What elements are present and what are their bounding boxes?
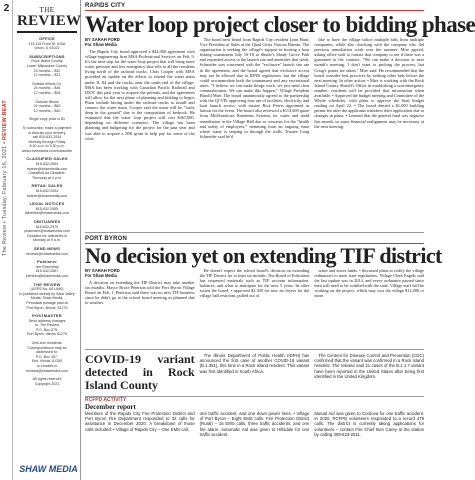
thereview-head: THE REVIEW bbox=[33, 281, 61, 287]
subs-line: Lower Milwaukee County bbox=[26, 63, 68, 68]
story1-byline: BY SARAH FORD bbox=[85, 37, 120, 42]
news-block bbox=[17, 247, 77, 256]
publisher-line: 815-632-2567 bbox=[35, 269, 59, 274]
postmaster-head: POSTMASTER bbox=[32, 313, 62, 319]
main-content bbox=[85, 0, 475, 480]
story2-col1-text: A decision on extending the TIF District may take another six months, Mayor Bruce Peterson told the Port Byron Village Board on Feb. 1. Peterson said there was no new TIF business since he didn't go to the school board meeting as planned due to weather. bbox=[85, 280, 195, 306]
obits-line: Deadline for obituaries is bbox=[27, 233, 67, 238]
errors-line: or emailed to bbox=[36, 364, 58, 369]
story2-col3 bbox=[314, 268, 424, 305]
story2-col1 bbox=[85, 268, 195, 305]
story1-col2-text: The board next heard from Rapids City resident Lynn Hunt, Vice President of Sales at the Quad Cities Visitors Bureau. The organization is seeking the village's support in hosting a bass fishing tournament July 16-18 at Shuler's Shady Grove Park and requested access to the launch site and amenities that week. Schneider was concerned with the "exclusive" launch site use in the agreement, and the board agreed that exclusive access may not be allowed due to IDNR regulations, but the village could accommodate both the tournament and any recreational users. "I believe we can make things work, we just need clear communication. We can make this happen," Village President Harold Mire. The board unanimously agreed to the partnership with the QCVB, approving four use of facilities, electricity, and boat launch access, with trustee Rick Peters appointed as liaison for the event. The board also reviewed a $113,269 quote from MidAmerican Basement Systems for water and mold remediation in the Village Hall due to concerns for the "health and safety of employees," stemming from an ongoing issue where water is seeping in through the walls. Trustee Craig Schneider said he'd bbox=[199, 37, 310, 139]
outside-line: Outside Illinois Co. bbox=[32, 81, 62, 86]
story3-columns bbox=[85, 353, 424, 392]
thereview-line: Periodical postage paid at bbox=[26, 300, 68, 305]
classified-head: CLASSIFIED SALES bbox=[26, 156, 68, 162]
subscribe-block bbox=[17, 126, 77, 154]
kicker-rule bbox=[85, 10, 424, 11]
story2-byline-sub: For Shaw Media bbox=[85, 273, 117, 278]
story3-headline: COVID-19 variant detected in Rock Island County bbox=[85, 352, 195, 392]
legal-block bbox=[17, 202, 77, 216]
classified-line: 815-632-2554 bbox=[35, 162, 59, 167]
thereview-line: is published weekly by Sauk Valley bbox=[19, 291, 75, 296]
story2-columns bbox=[85, 268, 424, 305]
brief-col1: Members of the Rapids City Fire Protection District and Port Byron Fire Department responded to 32 calls for assistance in December 2020. A breakdown of those calls included: • Village of Rapids City – One EMS call, bbox=[85, 411, 195, 432]
story1-col2 bbox=[200, 37, 310, 141]
shaw-media-logo: SHAW MEDIA bbox=[19, 464, 78, 474]
obits-email[interactable]: pharmsen@shawmedia.com bbox=[24, 229, 70, 234]
thereview-line: (USPS No. 601-680) bbox=[30, 287, 64, 292]
office-line: Dixon, IL 61021 bbox=[34, 46, 60, 51]
story3-col1-text: The Illinois Department of Public Health (IDPH) has announced the first case of another COVID-19 variant (B.1.351), this time in a Rock Island resident. This variant was first identified in South Africa. bbox=[199, 353, 310, 374]
info-text bbox=[17, 37, 77, 386]
thereview-block bbox=[17, 283, 77, 311]
errors-line: P.O. Box 357, bbox=[36, 354, 58, 359]
section-divider bbox=[85, 349, 424, 350]
errors-line: One-arm residents: bbox=[31, 341, 63, 346]
obits-line: Monday at 9 a.m. bbox=[33, 238, 61, 243]
story1-col1-text: The Rapids City board approved a $44,000 agreement with village engineering firm MSA Professional Services on Feb. 9. It's the next step for the water loop project that will bring more water pressure and less emergency shut offs to all the residents living north of the railroad tracks. Chris Cooper with MSA provided an update on the efforts to extend the water main under IL 84 and the tracks, near the south end of the village. MSA has been working with Canadian Pacific Railroad and IDOT this past year to acquire the permits, and the agreement will allow for the next phase of planning and bidding to begin. Plans include boring under the railroad tracks to install and connect the water main. Cooper said the main will be "fairly deep in the ground" due to the composition of bedrock. He estimated that the water loop project will cost $367,000, depending on different scenarios. The village has been planning and budgeting for the project for the past year and was able to acquire a 50K grant to help pay for some of the costs. bbox=[85, 49, 195, 141]
story1-col3 bbox=[314, 37, 424, 141]
obits-head: OBITUARIES bbox=[33, 219, 61, 224]
errors-block bbox=[17, 341, 77, 373]
postmaster-block bbox=[17, 314, 77, 337]
outside-line: 12 months – $28 bbox=[33, 90, 61, 95]
story2-headline: No decision yet on extending TIF district bbox=[85, 243, 442, 268]
single-copy: Single copy price is $1 bbox=[29, 117, 65, 122]
subs-line: 12 months – $21 bbox=[33, 73, 61, 78]
errors-email[interactable]: reviews@shawmedia.com bbox=[26, 368, 68, 373]
story1-columns bbox=[85, 37, 424, 141]
legal-line: 815-632-2565 bbox=[35, 206, 59, 211]
postmaster-line: Port Byron, Illinois 61275 bbox=[27, 332, 67, 337]
outside-line: 24 months – $46 bbox=[33, 86, 61, 91]
masthead: REVIEW bbox=[17, 14, 77, 33]
story3-col1 bbox=[200, 353, 310, 392]
retail-head: RETAIL SALES bbox=[31, 183, 63, 189]
errors-line: addressed to: bbox=[36, 350, 58, 355]
publisher-block bbox=[17, 260, 77, 278]
publisher-email[interactable]: jhertzen@shawmedia.com bbox=[25, 273, 69, 278]
story1-headline: Water loop project closer to bidding phase bbox=[85, 12, 475, 37]
rights-line: Copyright 2021 bbox=[34, 381, 60, 386]
classified-line: Classified Ad Deadline: bbox=[28, 171, 66, 176]
postmaster-line: Send address changes bbox=[28, 318, 66, 323]
subscribe-line: or discuss your delivery, bbox=[27, 130, 67, 135]
legal-email[interactable]: dliberfeld@shawmedia.com bbox=[24, 211, 70, 216]
obits-block bbox=[17, 220, 77, 243]
story1-byline-sub: For Shaw Media bbox=[85, 42, 117, 47]
subs-line: 24 months – $32 bbox=[33, 68, 61, 73]
subscribe-line: 8:30 a.m. to 5:30 p.m. bbox=[29, 144, 65, 149]
section-divider bbox=[85, 232, 424, 233]
thereview-line: Port Byron, Illinois, 61275 bbox=[26, 305, 68, 310]
story1-col3-text: like to have the village solicit multiple bids from multiple companies, while also checking with the company who did previous remediation work over the summer. Mire agreed, asking office staff to contact that company to see if there was a guarantee in the contract. "We can make a decision at next month's meeting, I don't want to prolong the process, but Craig's points are taken," Mire said. He recommended that the board consider best practices by seeking other bids before the next meeting. In other action: • Mire is working with the Rock Island County Sheriff's Office in establishing a non-emergency number; residents will be provided that information when available. • Approved the budget meeting and Committee of the Whole schedules, with plans to approve the final budget reading on April 22. • The board denied a $1,000 building permit fee after the applicants withdrew their application due to changes in plans. • Learned that the general fund was negative this month, so some financial realignment may be necessary at the next meeting. bbox=[314, 37, 425, 129]
outside-state-block bbox=[17, 100, 77, 114]
story3-col2-text: The Centers for Disease Control and Prevention (CDC) confirmed that the variant was confirmed in a Rock Island resident. The release said 21 cases of the B.1.1.7 variant have been reported in the United States after being first identified in the United Kingdom. bbox=[314, 353, 425, 379]
story3-col2 bbox=[314, 353, 424, 392]
brief-columns bbox=[85, 411, 424, 437]
news-email[interactable]: reviews@shawmedia.com bbox=[26, 251, 68, 256]
retail-block bbox=[17, 184, 77, 198]
news-head: SEND NEWS bbox=[33, 245, 61, 251]
legal-head: LEGAL NOTICES bbox=[29, 201, 65, 207]
story2-byline: BY SARAH FORD bbox=[85, 268, 120, 273]
rights-block bbox=[17, 377, 77, 386]
office-head: OFFICE bbox=[39, 36, 55, 41]
story2-col2-text: He doesn't expect the school board's decision on extending the TIF District for at least six months. The Board of Education has requested materials such as TIF account information, balances, and what to anticipate for the next 5 years. In other action the board: • approved $2,300 for new air dryers for the village hall restroom, pulled out of bbox=[199, 268, 310, 299]
outside-state-line: 12 months – $40 bbox=[33, 108, 61, 113]
page-number: 2 bbox=[3, 3, 10, 14]
outside-block bbox=[17, 82, 77, 96]
story3 bbox=[85, 349, 424, 437]
errors-line: Erie, Illinois, 61250 bbox=[31, 359, 63, 364]
spine-section: REVIEW REAT bbox=[2, 100, 8, 140]
story1-kicker: RAPIDS CITY bbox=[85, 3, 126, 9]
classified-block bbox=[17, 157, 77, 180]
office-block bbox=[17, 37, 77, 51]
subscribe-link[interactable]: www.reviewarea.com/subscribe bbox=[21, 148, 73, 153]
brief-headline: December report bbox=[85, 403, 136, 411]
obits-line: 815-632-2579 bbox=[35, 224, 59, 229]
subs-line: Rock Island County bbox=[31, 59, 63, 64]
rights-line: All rights reserved bbox=[32, 377, 62, 382]
retail-email[interactable]: hcaner@shawmedia.com bbox=[26, 193, 68, 198]
brief-col3: Mutual Aid was given to Cordova for one traffic accident. In 2020, RCFPD volunteers responded to a record 479 calls. The district is currently taking applications for volunteers – contact Fire Chief Don Carey at the station by calling 309-523-2511. bbox=[314, 411, 425, 437]
masthead-the: THE bbox=[39, 6, 55, 14]
subs-head: SUBSCRIPTIONS bbox=[29, 53, 65, 59]
errors-line: Correspondence may be bbox=[27, 345, 67, 350]
publisher-line: Jim Rosenthal bbox=[35, 264, 59, 269]
classified-email[interactable]: hcaner@shawmedia.com bbox=[26, 166, 68, 171]
retail-line: 815-632-2554 bbox=[35, 189, 59, 194]
subscribe-line: Monday through Friday bbox=[28, 139, 66, 144]
postmaster-line: to: The Review bbox=[35, 323, 59, 328]
outside-state-line: 24 months – $60 bbox=[33, 104, 61, 109]
spine-date: Tuesday, February 16, 2021 bbox=[2, 145, 8, 220]
story2-col3-text: water and sewer funds. • discussed plans to codify the village ordinances to meet state regulations. Village Clerk Engels said the last update was in 2014, and every ordinance passed since then will need to be codified with the state. Village staff will be working on the project, which may cost the village $12,000 or more. bbox=[314, 268, 425, 299]
brief-col2: one traffic accident, and one down power lines. • Village of Port Byron – Eight EMS calls. Fire Protection District (Rural) – 16 EMS calls, three traffic accidents, and one fire alarm. Automatic Aid was given to Hillsdale for one traffic accident. bbox=[199, 411, 310, 437]
office-line: 113-115 Front St. #15A bbox=[28, 41, 66, 46]
spine-paper: The Review bbox=[2, 224, 8, 256]
subscribe-line: To subscribe, make a payment bbox=[22, 125, 72, 130]
subs-block bbox=[17, 55, 77, 78]
brief-kicker: RCFPD ACTIVITY bbox=[85, 397, 127, 403]
thereview-line: Media, Shaw Media. bbox=[30, 296, 64, 301]
story2-kicker: PORT BYRON bbox=[85, 236, 128, 242]
spine-text: The Review • Tuesday, February 16, 2021 • REVIEW REAT bbox=[2, 100, 8, 256]
publisher-head: Publisher bbox=[36, 259, 58, 265]
story2-col2 bbox=[200, 268, 310, 305]
story3-head-col bbox=[85, 353, 195, 392]
classified-line: Thursday at 4 p.m. bbox=[32, 175, 62, 180]
info-column bbox=[14, 0, 81, 480]
story2 bbox=[85, 232, 442, 306]
story1-col1 bbox=[85, 37, 195, 141]
subscribe-line: call 815-632-2534 bbox=[32, 135, 62, 140]
outside-state-line: Outside Illinois bbox=[35, 99, 59, 104]
postmaster-line: P.O. Box 575, bbox=[36, 327, 58, 332]
page-spine bbox=[0, 0, 13, 480]
